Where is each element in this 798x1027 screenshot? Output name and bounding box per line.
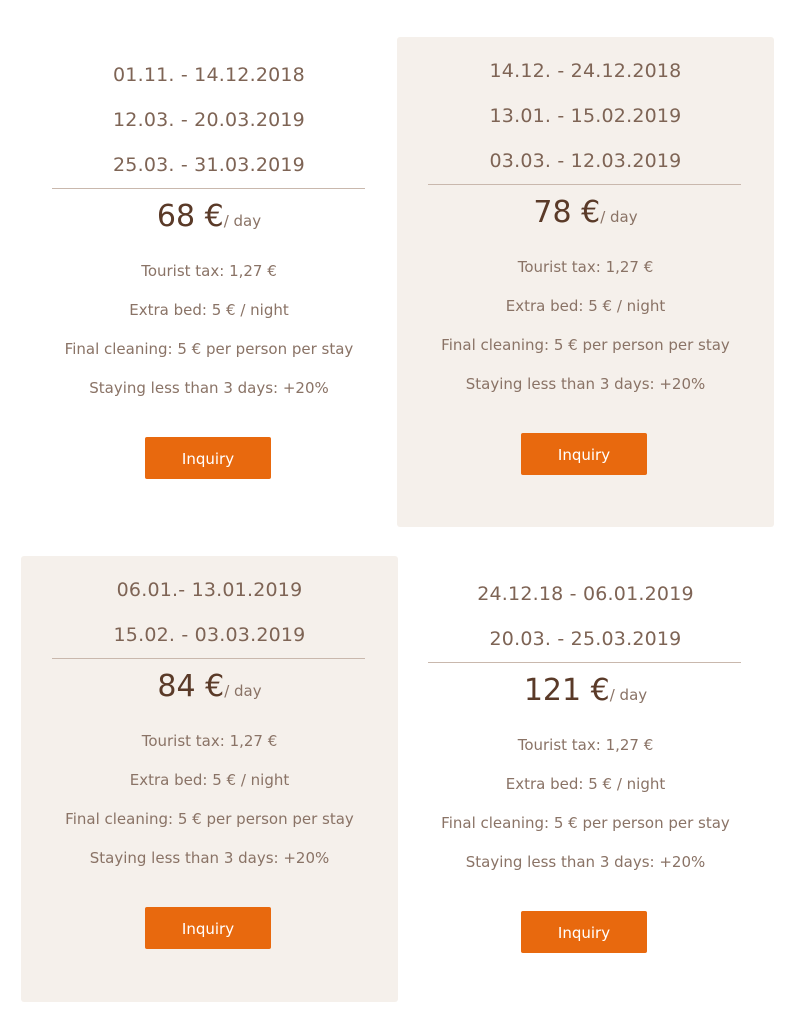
divider — [52, 658, 365, 659]
extra-bed: Extra bed: 5 € / night — [505, 775, 666, 793]
date-range: 03.03. - 12.03.2019 — [489, 150, 682, 172]
tourist-tax: Tourist tax: 1,27 € — [517, 258, 654, 276]
tourist-tax: Tourist tax: 1,27 € — [517, 736, 654, 754]
extra-bed: Extra bed: 5 € / night — [129, 771, 290, 789]
price-unit: / day — [223, 212, 262, 230]
price-card-2 — [397, 37, 774, 527]
date-ranges — [397, 584, 774, 674]
inquiry-button[interactable]: Inquiry — [145, 437, 271, 479]
divider — [428, 662, 741, 663]
short-stay-surcharge: Staying less than 3 days: +20% — [465, 375, 706, 393]
date-range: 14.12. - 24.12.2018 — [489, 60, 682, 82]
price-details — [397, 258, 774, 414]
short-stay-surcharge: Staying less than 3 days: +20% — [465, 853, 706, 871]
date-range: 01.11. - 14.12.2018 — [113, 64, 305, 86]
final-cleaning: Final cleaning: 5 € per person per stay — [441, 336, 730, 354]
price-card-4 — [397, 556, 774, 1002]
price-value: 68 € — [156, 199, 224, 234]
divider — [428, 184, 741, 185]
final-cleaning: Final cleaning: 5 € per person per stay — [64, 340, 354, 358]
price-unit: / day — [609, 686, 648, 704]
price-value: 84 € — [157, 669, 225, 704]
price-row — [21, 199, 397, 234]
inquiry-button[interactable]: Inquiry — [521, 911, 647, 953]
date-range: 15.02. - 03.03.2019 — [113, 624, 306, 646]
price-details — [21, 262, 397, 418]
price-row — [21, 669, 398, 704]
date-ranges — [21, 580, 398, 670]
final-cleaning: Final cleaning: 5 € per person per stay — [65, 810, 354, 828]
date-range: 06.01.- 13.01.2019 — [116, 579, 303, 601]
date-range: 25.03. - 31.03.2019 — [113, 154, 305, 176]
inquiry-button[interactable]: Inquiry — [145, 907, 271, 949]
final-cleaning: Final cleaning: 5 € per person per stay — [441, 814, 730, 832]
short-stay-surcharge: Staying less than 3 days: +20% — [89, 379, 329, 397]
price-details — [397, 736, 774, 892]
price-unit: / day — [224, 682, 262, 700]
date-range: 24.12.18 - 06.01.2019 — [477, 583, 694, 605]
price-value: 78 € — [533, 195, 601, 230]
date-range: 12.03. - 20.03.2019 — [113, 109, 305, 131]
price-value: 121 € — [523, 673, 610, 708]
price-details — [21, 732, 398, 888]
short-stay-surcharge: Staying less than 3 days: +20% — [89, 849, 330, 867]
divider — [52, 188, 365, 189]
price-row — [397, 195, 774, 230]
extra-bed: Extra bed: 5 € / night — [505, 297, 666, 315]
date-ranges — [397, 61, 774, 196]
price-card-1 — [21, 37, 397, 527]
price-unit: / day — [600, 208, 638, 226]
tourist-tax: Tourist tax: 1,27 € — [141, 732, 278, 750]
date-range: 20.03. - 25.03.2019 — [489, 628, 682, 650]
price-card-3 — [21, 556, 398, 1002]
date-range: 13.01. - 15.02.2019 — [489, 105, 682, 127]
tourist-tax: Tourist tax: 1,27 € — [141, 262, 277, 280]
price-row — [397, 673, 774, 708]
date-ranges — [21, 65, 397, 200]
inquiry-button[interactable]: Inquiry — [521, 433, 647, 475]
extra-bed: Extra bed: 5 € / night — [129, 301, 289, 319]
